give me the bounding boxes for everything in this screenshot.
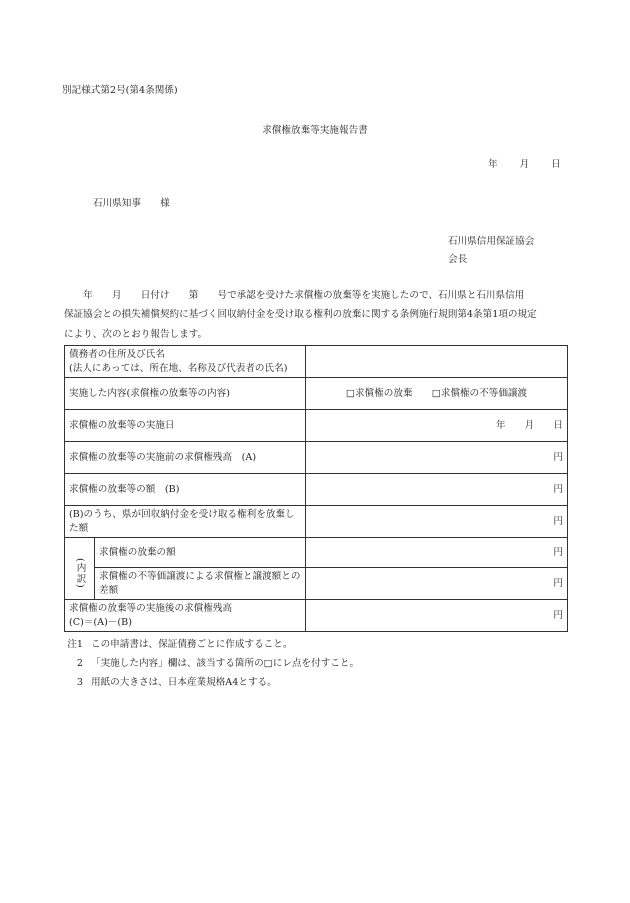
document-title: 求償権放棄等実施報告書	[262, 125, 368, 136]
table-row	[65, 538, 568, 568]
report-table	[64, 345, 568, 632]
table-row	[65, 506, 568, 538]
note-number: 2	[76, 658, 83, 669]
action-label: 実施した内容(求償権の放棄等の内容)	[65, 378, 306, 410]
report-body	[64, 286, 572, 344]
table-row	[65, 410, 568, 442]
date-label: 求償権の放棄等の実施日	[65, 410, 306, 442]
breakdown-waiver-value[interactable]: 円	[306, 538, 568, 568]
date-year: 年	[488, 159, 498, 170]
table-row	[65, 346, 568, 378]
body-line: により、次のとおり報告します。	[64, 328, 208, 340]
balance-before-value[interactable]: 円	[306, 442, 568, 474]
table-row	[65, 568, 568, 600]
note-text: 「実施した内容」欄は、該当する箇所の□にレ点を付すこと。	[91, 658, 360, 669]
amount-label: 求償権の放棄等の額 (B)	[65, 474, 306, 506]
balance-after-label: 求償権の放棄等の実施後の求償権残高 (C)＝(A)－(B)	[65, 600, 306, 632]
issuer-organization: 石川県信用保証協会	[448, 236, 535, 247]
table-row	[65, 600, 568, 632]
issuer-role: 会長	[448, 254, 468, 265]
breakdown-waiver-label: 求償権の放棄の額	[95, 538, 306, 568]
note-item	[64, 654, 359, 673]
amount-value[interactable]: 円	[306, 474, 568, 506]
breakdown-transfer-value[interactable]: 円	[306, 568, 568, 600]
note-number: 注1	[67, 639, 83, 650]
table-row	[65, 378, 568, 410]
balance-before-label: 求償権の放棄等の実施前の求償権残高 (A)	[65, 442, 306, 474]
note-text: 用紙の大きさは、日本産業規格A4とする。	[91, 677, 277, 688]
note-item	[64, 673, 359, 692]
notes	[64, 635, 359, 692]
report-date	[488, 156, 561, 170]
debtor-value[interactable]	[306, 346, 568, 378]
breakdown-header	[65, 538, 95, 600]
table-row	[65, 442, 568, 474]
note-item	[64, 635, 359, 654]
date-day: 日	[551, 159, 561, 170]
note-number: 3	[76, 677, 83, 688]
balance-after-value[interactable]: 円	[306, 600, 568, 632]
waived-label: (B)のうち、県が回収納付金を受け取る権利を放棄した額	[65, 506, 306, 538]
date-month: 月	[519, 159, 530, 170]
action-checkboxes[interactable]: □求償権の放棄 □求償権の不等価譲渡	[306, 378, 568, 410]
breakdown-header-text: (内訳)	[74, 557, 86, 589]
body-line: 保証協会との損失補償契約に基づく回収納付金を受け取る権利の放棄に関する条例施行規則第4条第1項の規定	[64, 309, 537, 321]
waived-value[interactable]: 円	[306, 506, 568, 538]
breakdown-transfer-label: 求償権の不等価譲渡による求償権と譲渡額との差額	[95, 568, 306, 600]
debtor-label: 債務者の住所及び氏名 (法人にあっては、所在地、名称及び代表者の氏名)	[65, 346, 306, 378]
table-row	[65, 474, 568, 506]
date-value[interactable]: 年 月 日	[306, 410, 568, 442]
body-line: 年 月 日付け 第 号で承認を受けた求償権の放棄等を実施したので、石川県と石川県信用	[64, 290, 525, 301]
form-number-label: 別記様式第2号(第4条関係)	[62, 85, 178, 96]
recipient: 石川県知事 様	[93, 198, 170, 209]
note-text: この申請書は、保証債務ごとに作成すること。	[91, 639, 293, 650]
